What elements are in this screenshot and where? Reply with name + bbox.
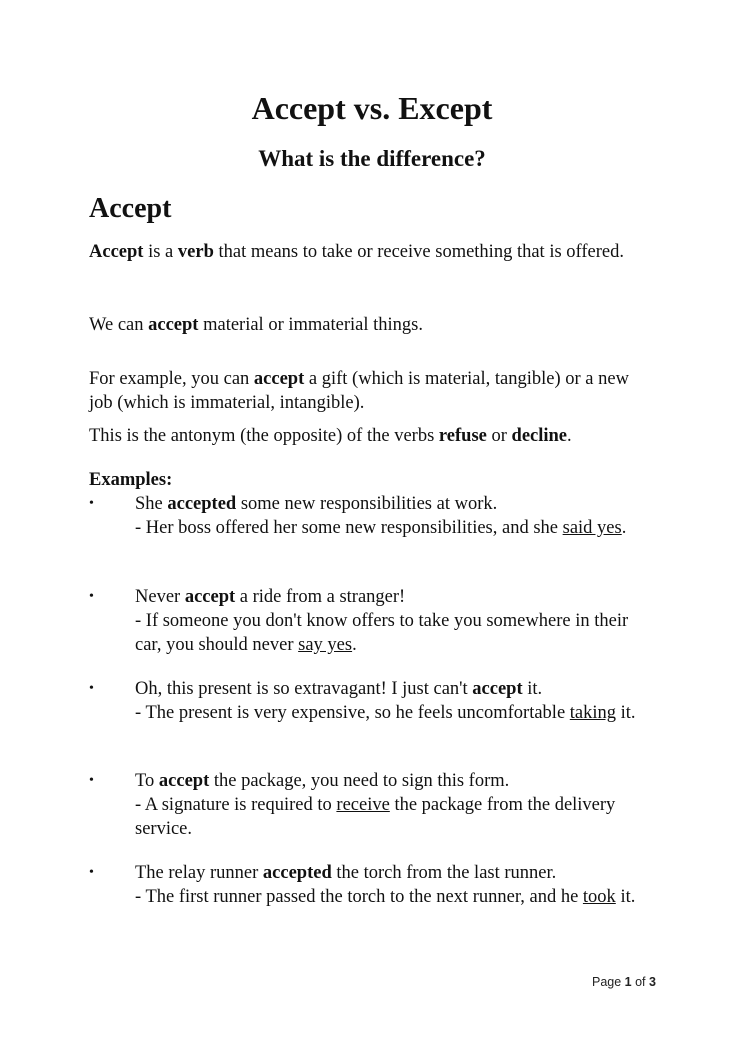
text-run: - Her boss offered her some new responsibilities, and she [135,518,563,538]
page-label: Page [592,975,625,989]
text-run: To [135,771,159,791]
text-run: She [135,494,168,514]
bullet-icon: • [89,773,94,788]
text-run: . [567,426,572,446]
text-run: Never [135,587,185,607]
underlined-term: took [582,887,616,907]
emphasized-term: accept [184,587,236,607]
underlined-term: receive [336,795,390,815]
paragraph-material [89,313,649,337]
emphasized-term: accept [472,679,523,699]
example-explanation [135,793,645,841]
text-run: is a [143,242,178,262]
example-sentence [135,677,645,701]
text-run: it. [522,679,543,699]
example-explanation [135,609,645,657]
paragraph-example [89,367,649,415]
examples-label: Examples: [89,470,173,490]
text-run: it. [616,703,636,723]
example-explanation [135,885,645,909]
emphasized-term: refuse [438,426,487,446]
text-run: a gift (which is material, tangible) or a new job (which is immaterial, intangible). [89,369,629,413]
text-run: that means to take or receive something that is offered. [213,242,624,262]
bullet-icon: • [89,681,94,696]
text-run: the package from the delivery service. [135,795,616,839]
text-run: The relay runner [135,863,263,883]
text-run: Oh, this present is so extravagant! I just can't [135,679,473,699]
emphasized-term: accept [158,771,210,791]
underlined-term: said yes [562,518,622,538]
example-sentence [135,585,645,609]
text-run: material or immaterial things. [198,315,423,335]
text-run: - A signature is required to [135,795,337,815]
example-explanation [135,701,645,725]
bullet-icon: • [89,865,94,880]
example-sentence [135,861,645,885]
example-sentence [135,492,645,516]
text-run: This is the antonym (the opposite) of the verbs [89,426,439,446]
text-run: or [486,426,512,446]
paragraph-definition [89,240,649,264]
bullet-icon: • [89,589,94,604]
text-run: . [352,635,357,655]
emphasized-term: accepted [262,863,332,883]
emphasized-term: verb [177,242,214,262]
text-run: some new responsibilities at work. [236,494,498,514]
text-run: the package, you need to sign this form. [209,771,510,791]
example-sentence [135,769,645,793]
section-heading-accept: Accept [89,193,172,224]
page-number [592,975,656,989]
emphasized-term: accept [148,315,199,335]
text-run: - The first runner passed the torch to the next runner, and he [135,887,583,907]
text-run: For example, you can [89,369,254,389]
text-run: . [621,518,627,538]
text-run: - If someone you don't know offers to take you somewhere in their car, you should never [135,611,629,655]
emphasized-term: Accept [89,242,144,262]
paragraph-antonym [89,424,649,448]
emphasized-term: accepted [167,494,237,514]
page-title: Accept vs. Except [251,90,493,126]
text-run: - The present is very expensive, so he feels uncomfortable [135,703,570,723]
emphasized-term: accept [253,369,305,389]
example-explanation [135,516,645,540]
page-separator: of [631,975,649,989]
current-page: 1 [624,975,632,989]
text-run: the torch from the last runner. [331,863,557,883]
text-run: it. [615,887,636,907]
page-subtitle: What is the difference? [258,146,486,171]
underlined-term: taking [569,703,617,723]
emphasized-term: decline [511,426,568,446]
text-run: We can [89,315,149,335]
bullet-icon: • [89,496,94,511]
total-pages: 3 [649,975,656,989]
underlined-term: say yes [298,635,353,655]
text-run: a ride from a stranger! [235,587,406,607]
